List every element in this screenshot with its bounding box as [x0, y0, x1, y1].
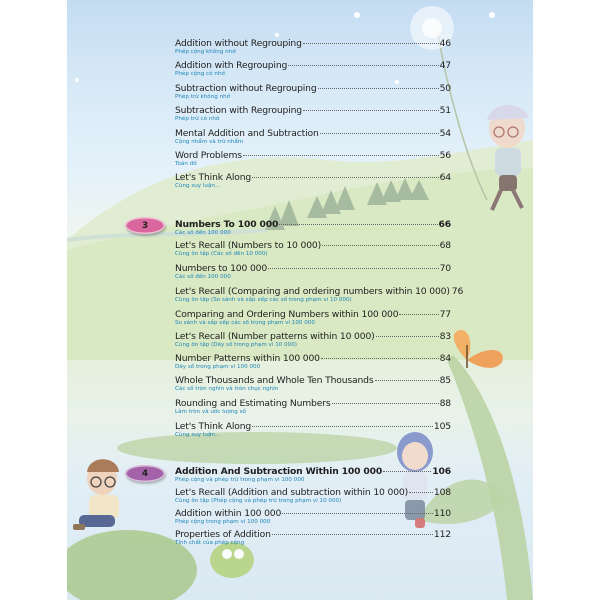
- toc-entry[interactable]: [175, 529, 451, 547]
- page-number: 70: [439, 263, 451, 274]
- leader-dots: [409, 492, 433, 493]
- entry-title: Let's Think Along: [175, 172, 252, 183]
- leader-dots: [399, 314, 438, 315]
- entry-title: Numbers To 100 000: [175, 219, 279, 230]
- leader-dots: [322, 245, 439, 246]
- toc-entry-chapter-4-heading[interactable]: [175, 466, 451, 484]
- leader-dots: [332, 403, 439, 404]
- entry-title: Numbers to 100 000: [175, 263, 268, 274]
- entry-title: Subtraction without Regrouping: [175, 83, 317, 94]
- entry-title: Let's Recall (Number patterns within 10 000): [175, 331, 375, 342]
- leader-dots: [282, 513, 433, 514]
- entry-title: Properties of Addition: [175, 529, 271, 540]
- toc-entry[interactable]: [175, 421, 451, 439]
- leader-dots: [252, 177, 439, 178]
- leader-dots: [279, 224, 437, 225]
- entry-subtitle: Cùng suy luận...: [175, 432, 221, 438]
- entry-subtitle: Tính chất của phép cộng: [175, 540, 245, 546]
- entry-subtitle: Phép trừ có nhớ: [175, 116, 220, 122]
- entry-title: Addition within 100 000: [175, 508, 282, 519]
- page-number: 112: [433, 529, 451, 540]
- entry-subtitle: Làm tròn và ước lượng số: [175, 409, 246, 415]
- entry-subtitle: Dãy số trong phạm vi 100 000: [175, 364, 261, 370]
- entry-title: Addition without Regrouping: [175, 38, 302, 49]
- entry-subtitle: Các số tròn nghìn và tròn chục nghìn: [175, 386, 279, 392]
- page-number: 106: [432, 466, 451, 477]
- leader-dots: [318, 88, 439, 89]
- page-number: 108: [433, 487, 451, 498]
- entry-subtitle: Các số đến 100 000: [175, 274, 231, 280]
- page-number: 54: [439, 128, 451, 139]
- toc-entry[interactable]: [175, 375, 451, 393]
- page-number: 84: [439, 353, 451, 364]
- page-number: 47: [439, 60, 451, 71]
- chapter-badge-4: 4: [125, 465, 165, 482]
- entry-title: Mental Addition and Subtraction: [175, 128, 319, 139]
- toc-entry[interactable]: [175, 508, 451, 526]
- entry-subtitle: Phép cộng trong phạm vi 100 000: [175, 519, 271, 525]
- entry-title: Rounding and Estimating Numbers: [175, 398, 331, 409]
- leader-dots: [268, 268, 439, 269]
- toc-entry[interactable]: [175, 263, 451, 281]
- entry-title: Comparing and Ordering Numbers within 100 000: [175, 309, 399, 320]
- toc-entry[interactable]: [175, 83, 451, 101]
- toc-entry[interactable]: [175, 105, 451, 123]
- leader-dots: [303, 43, 439, 44]
- entry-subtitle: Phép cộng và phép trừ trong phạm vi 100 000: [175, 477, 305, 483]
- entry-subtitle: Cộng nhẩm và trừ nhẩm: [175, 139, 244, 145]
- chapter-badge-3: 3: [125, 217, 165, 234]
- entry-title: Addition And Subtraction Within 100 000: [175, 466, 383, 477]
- page-number: 64: [439, 172, 451, 183]
- entry-subtitle: Phép trừ không nhớ: [175, 94, 231, 100]
- page-number: 105: [433, 421, 451, 432]
- page-number: 88: [439, 398, 451, 409]
- entry-title: Let's Recall (Numbers to 10 000): [175, 240, 322, 251]
- toc-entry[interactable]: [175, 286, 464, 304]
- entry-subtitle: Phép cộng không nhớ: [175, 49, 236, 55]
- toc-entry[interactable]: [175, 172, 451, 190]
- entry-subtitle: Cùng ôn tập (Phép cộng và phép trừ trong phạm vi 10 000): [175, 498, 342, 504]
- entry-subtitle: Toán đố: [175, 161, 197, 167]
- page-number: 110: [433, 508, 451, 519]
- leader-dots: [288, 65, 438, 66]
- toc-entry[interactable]: [175, 38, 451, 56]
- entry-title: Let's Recall (Comparing and ordering numbers within 10 000): [175, 286, 450, 297]
- leader-dots: [272, 534, 433, 535]
- leader-dots: [320, 133, 439, 134]
- page-number: 51: [439, 105, 451, 116]
- entry-title: Number Patterns within 100 000: [175, 353, 320, 364]
- page-number: 68: [439, 240, 451, 251]
- toc-entry[interactable]: [175, 128, 451, 146]
- leader-dots: [243, 155, 439, 156]
- page-number: 77: [439, 309, 451, 320]
- entry-subtitle: Cùng suy luận...: [175, 183, 221, 189]
- entry-title: Word Problems: [175, 150, 242, 161]
- entry-title: Subtraction with Regrouping: [175, 105, 302, 116]
- entry-title: Let's Recall (Addition and subtraction within 10 000): [175, 487, 409, 498]
- page-number: 50: [439, 83, 451, 94]
- leader-dots: [303, 110, 439, 111]
- toc-page: [67, 0, 533, 600]
- page-number: 56: [439, 150, 451, 161]
- table-of-contents: [67, 0, 533, 600]
- entry-title: Addition with Regrouping: [175, 60, 288, 71]
- leader-dots: [375, 380, 439, 381]
- toc-entry[interactable]: [175, 240, 451, 258]
- entry-subtitle: Các số đến 100 000: [175, 230, 231, 236]
- page-number: 66: [438, 219, 451, 230]
- page-number: 85: [439, 375, 451, 386]
- toc-entry[interactable]: [175, 309, 451, 327]
- toc-entry-chapter-3-heading[interactable]: [175, 219, 451, 237]
- entry-subtitle: Cùng ôn tập (Dãy số trong phạm vi 10 000): [175, 342, 297, 348]
- toc-entry[interactable]: [175, 331, 451, 349]
- entry-subtitle: So sánh và sắp xếp các số trong phạm vi 100 000: [175, 320, 315, 326]
- toc-entry[interactable]: [175, 487, 451, 505]
- page-number: 83: [439, 331, 451, 342]
- entry-subtitle: Cùng ôn tập (Các số đến 10 000): [175, 251, 268, 257]
- leader-dots: [383, 471, 431, 472]
- entry-title: Whole Thousands and Whole Ten Thousands: [175, 375, 374, 386]
- leader-dots: [376, 336, 439, 337]
- entry-title: Let's Think Along: [175, 421, 252, 432]
- entry-subtitle: Cùng ôn tập (So sánh và sắp xếp các số trong phạm vi 10 000): [175, 297, 352, 303]
- entry-subtitle: Phép cộng có nhớ: [175, 71, 225, 77]
- page-number: 76: [451, 286, 464, 297]
- leader-dots: [321, 358, 439, 359]
- page-number: 46: [439, 38, 451, 49]
- toc-entry[interactable]: [175, 150, 451, 168]
- leader-dots: [252, 426, 433, 427]
- toc-entry[interactable]: [175, 398, 451, 416]
- toc-entry[interactable]: [175, 60, 451, 78]
- toc-entry[interactable]: [175, 353, 451, 371]
